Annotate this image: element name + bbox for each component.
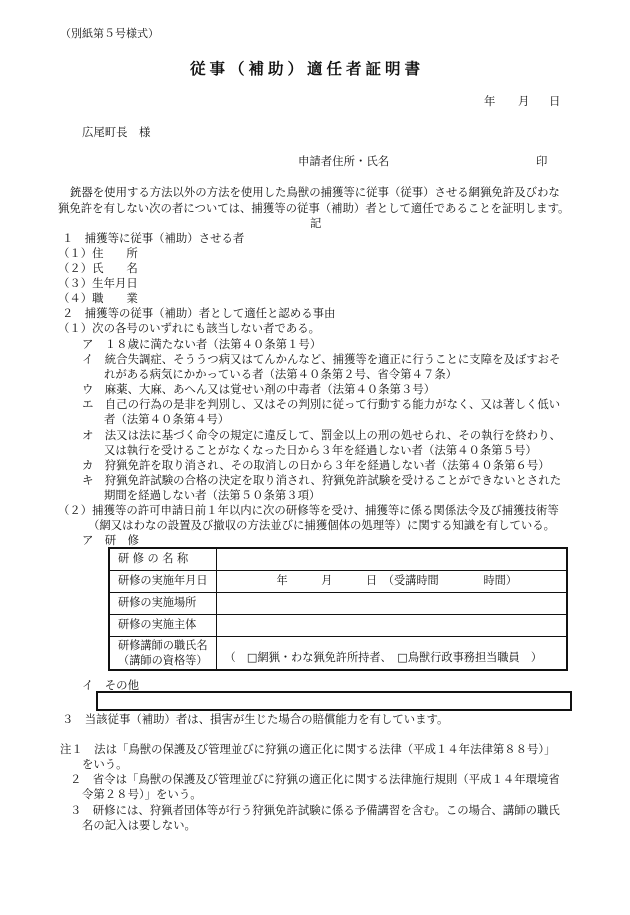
reason-ki: キ 狩猟免許試験の合格の決定を取り消され、狩猟免許試験を受けることができないとされた xyxy=(82,473,562,487)
field-address: （１）住 所 xyxy=(58,246,138,260)
section2-sub2-line2: （網又はわなの設置及び撤収の方法並びに捕獲個体の処理等）に関する知識を有している。 xyxy=(88,518,556,532)
table-row xyxy=(109,615,567,637)
reason-ka: カ 狩猟免許を取り消され、その取消しの日から３年を経過しない者（法第４０条第６号） xyxy=(82,458,550,472)
applicant-label: 申請者住所・氏名 xyxy=(298,154,390,168)
table-row xyxy=(109,593,567,615)
note3-line2: 名の記入は要しない。 xyxy=(82,818,196,832)
seal-mark: 印 xyxy=(536,154,548,168)
training-table xyxy=(108,547,568,671)
training-lecturer-value[interactable]: （ □網猟・わな猟免許所持者、 □鳥獣行政事務担当職員 ） xyxy=(216,637,567,671)
reason-u: ウ 麻薬、大麻、あへん又は覚せい剤の中毒者（法第４０条第３号） xyxy=(82,382,436,396)
field-birthdate: （３）生年月日 xyxy=(58,276,138,290)
reason-o: オ 法又は法に基づく命令の規定に違反して、罰金以上の刑の処せられ、その執行を終わり、 xyxy=(82,428,561,442)
training-lecturer-label xyxy=(109,637,216,671)
note3-line1: ３ 研修には、狩猟者団体等が行う狩猟免許試験に係る予備講習を含む。この場合、講師の職氏 xyxy=(70,803,560,817)
page-title: 従事（補助）適任者証明書 xyxy=(190,60,425,78)
training-heading: ア 研 修 xyxy=(82,533,139,547)
table-row xyxy=(109,637,567,671)
reason-i-cont: れがある病気にかかっている者（法第４０条第２号、省令第４７条） xyxy=(104,367,458,381)
note1-line1: 注１ 法は「鳥獣の保護及び管理並びに狩猟の適正化に関する法律（平成１４年法律第８８号）」 xyxy=(60,742,556,756)
reason-i: イ 統合失調症、そううつ病又はてんかんなど、捕獲等を適正に行うことに支障を及ぼすおそ xyxy=(82,352,561,366)
table-row xyxy=(109,548,567,571)
date-day: 日 xyxy=(549,94,561,108)
section2-heading: ２ 捕獲等の従事（補助）者として適任と認める事由 xyxy=(62,306,336,320)
field-name: （２）氏 名 xyxy=(58,261,138,275)
lecturer-label-line1: 研修講師の職氏名 xyxy=(118,638,208,652)
lecturer-label-line2: （講師の資格等） xyxy=(118,654,208,667)
other-input-box[interactable] xyxy=(96,691,572,711)
note2-line2: 令第２８号）」をいう。 xyxy=(82,787,202,801)
reason-e: エ 自己の行為の是非を判別し、又はその判別に従って行動する能力がなく、又は著しく低い xyxy=(82,397,561,411)
reason-ki-cont: 期間を経過しない者（法第５０条第３項） xyxy=(104,488,321,502)
reason-o-cont: 又は執行を受けることがなくなった日から３年を経過しない者（法第４０条第５号） xyxy=(104,443,537,457)
note2-line1: ２ 省令は「鳥獣の保護及び管理並びに狩猟の適正化に関する法律施行規則（平成１４年環境省 xyxy=(70,772,560,786)
note1-line2: をいう。 xyxy=(82,757,128,771)
training-name-label: 研 修 の 名 称 xyxy=(109,548,216,571)
date-year: 年 xyxy=(484,94,496,108)
other-heading: イ その他 xyxy=(82,678,139,692)
section2-sub1: （１）次の各号のいずれにも該当しない者である。 xyxy=(58,321,320,335)
training-place-label: 研修の実施場所 xyxy=(109,593,216,615)
training-date-label: 研修の実施年月日 xyxy=(109,571,216,593)
reason-a: ア １８歳に満たない者（法第４０条第１号） xyxy=(82,337,322,351)
section3: ３ 当該従事（補助）者は、損害が生じた場合の賠償能力を有しています。 xyxy=(62,712,449,726)
training-date-value[interactable]: 年 月 日 （受講時間 時間） xyxy=(216,571,567,593)
reason-e-cont: 者（法第４０条第４号） xyxy=(104,412,230,426)
intro-line-1: 銃器を使用する方法以外の方法を使用した鳥獣の捕獲等に従事（従事）させる網猟免許及びわな xyxy=(70,185,560,199)
ki-mark: 記 xyxy=(310,216,322,230)
recipient: 広尾町長 様 xyxy=(82,125,151,139)
section1-heading: １ 捕獲等に従事（補助）させる者 xyxy=(62,231,245,245)
training-name-value[interactable] xyxy=(216,548,567,571)
table-row xyxy=(109,571,567,593)
section2-sub2-line1: （２）捕獲等の許可申請日前１年以内に次の研修等を受け、捕獲等に係る関係法令及び捕獲技術等 xyxy=(58,503,559,517)
intro-line-2: 猟免許を有しない次の者については、捕獲等の従事（補助）者として適任であることを証明します。 xyxy=(58,201,570,215)
training-place-value[interactable] xyxy=(216,593,567,615)
form-label: （別紙第５号様式） xyxy=(60,27,159,40)
field-occupation: （４）職 業 xyxy=(58,291,138,305)
training-host-label: 研修の実施主体 xyxy=(109,615,216,637)
training-host-value[interactable] xyxy=(216,615,567,637)
date-month: 月 xyxy=(518,94,530,108)
